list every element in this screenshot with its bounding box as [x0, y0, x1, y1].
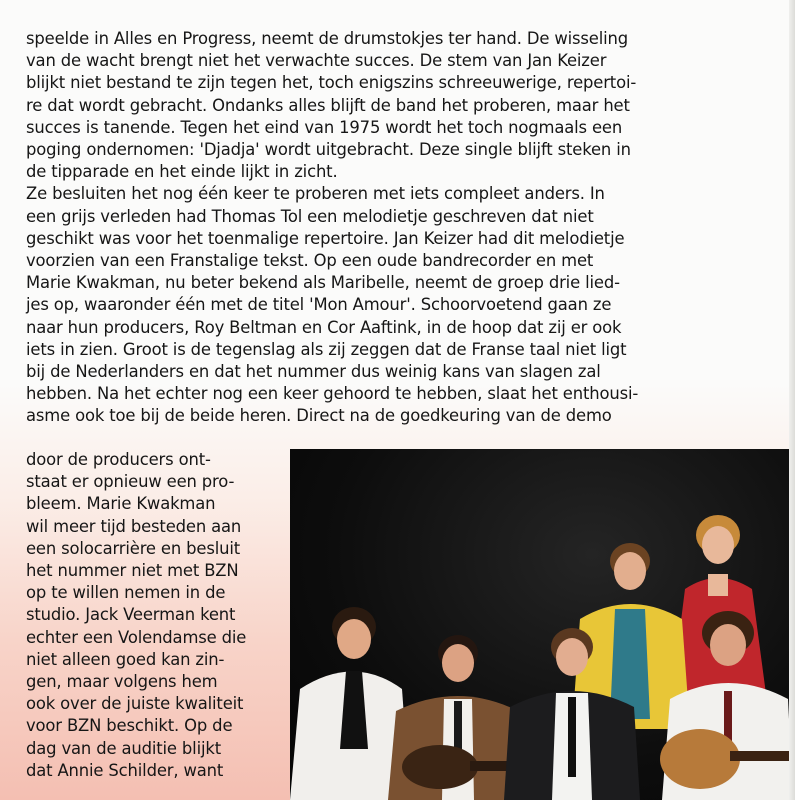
text-line: naar hun producers, Roy Beltman en Cor Aaftink, in de hoop dat zij er ook — [26, 317, 622, 337]
text-line: dag van de auditie blijkt — [26, 738, 222, 758]
text-line: iets in zien. Groot is de tegenslag als zij zeggen dat de Franse taal niet ligt — [26, 339, 627, 359]
text-line: blijkt niet bestand te zijn tegen het, toch enigszins schreeuwerige, repertoi- — [26, 73, 637, 93]
text-line: de tipparade en het einde lijkt in zicht. — [26, 162, 338, 182]
text-line: speelde in Alles en Progress, neemt de drumstokjes ter hand. De wisseling — [26, 29, 629, 48]
text-line: bleem. Marie Kwakman — [26, 494, 216, 514]
column-text — [26, 449, 288, 782]
text-line: jes op, waaronder één met de titel 'Mon Amour'. Schoorvoetend gaan ze — [26, 295, 612, 315]
group-photo — [290, 449, 793, 800]
text-line: Ze besluiten het nog één keer te proberen met iets compleet anders. In — [26, 184, 605, 204]
text-line: een solocarrière en besluit — [26, 538, 241, 558]
text-line: niet alleen goed kan zin- — [26, 649, 225, 669]
text-line: bij de Nederlanders en dat het nummer dus weinig kans van slagen zal — [26, 362, 601, 382]
text-line: asme ook toe bij de beide heren. Direct na de goedkeuring van de demo — [26, 406, 612, 426]
text-line: voorzien van een Franstalige tekst. Op een oude bandrecorder en met — [26, 251, 594, 271]
text-line: echter een Volendamse die — [26, 627, 247, 647]
text-line: succes is tanende. Tegen het eind van 1975 wordt het toch nogmaals een — [26, 117, 623, 137]
body-text — [26, 28, 786, 428]
text-line: Marie Kwakman, nu beter bekend als Maribelle, neemt de groep drie lied- — [26, 273, 620, 293]
text-line: op te willen nemen in de — [26, 583, 226, 603]
text-line: studio. Jack Veerman kent — [26, 605, 236, 625]
text-line: dat Annie Schilder, want — [26, 760, 224, 780]
text-line: voor BZN beschikt. Op de — [26, 716, 233, 736]
text-line: een grijs verleden had Thomas Tol een melodietje geschreven dat niet — [26, 206, 594, 226]
text-line: het nummer niet met BZN — [26, 561, 239, 581]
text-line: door de producers ont- — [26, 450, 211, 469]
text-line: hebben. Na het echter nog een keer gehoord te hebben, slaat het enthousi- — [26, 384, 639, 404]
text-line: ook over de juiste kwaliteit — [26, 694, 244, 714]
text-line: gen, maar volgens hem — [26, 672, 218, 692]
text-line: wil meer tijd besteden aan — [26, 516, 242, 536]
text-line: poging ondernomen: 'Djadja' wordt uitgebracht. Deze single blijft steken in — [26, 140, 631, 160]
text-line: re dat wordt gebracht. Ondanks alles blijft de band het proberen, maar het — [26, 95, 630, 115]
text-line: staat er opnieuw een pro- — [26, 472, 235, 492]
text-line: geschikt was voor het toenmalige repertoire. Jan Keizer had dit melodietje — [26, 228, 625, 248]
page-edge — [789, 0, 795, 800]
group-photo-icon — [290, 449, 793, 800]
text-line: van de wacht brengt niet het verwachte succes. De stem van Jan Keizer — [26, 51, 607, 71]
